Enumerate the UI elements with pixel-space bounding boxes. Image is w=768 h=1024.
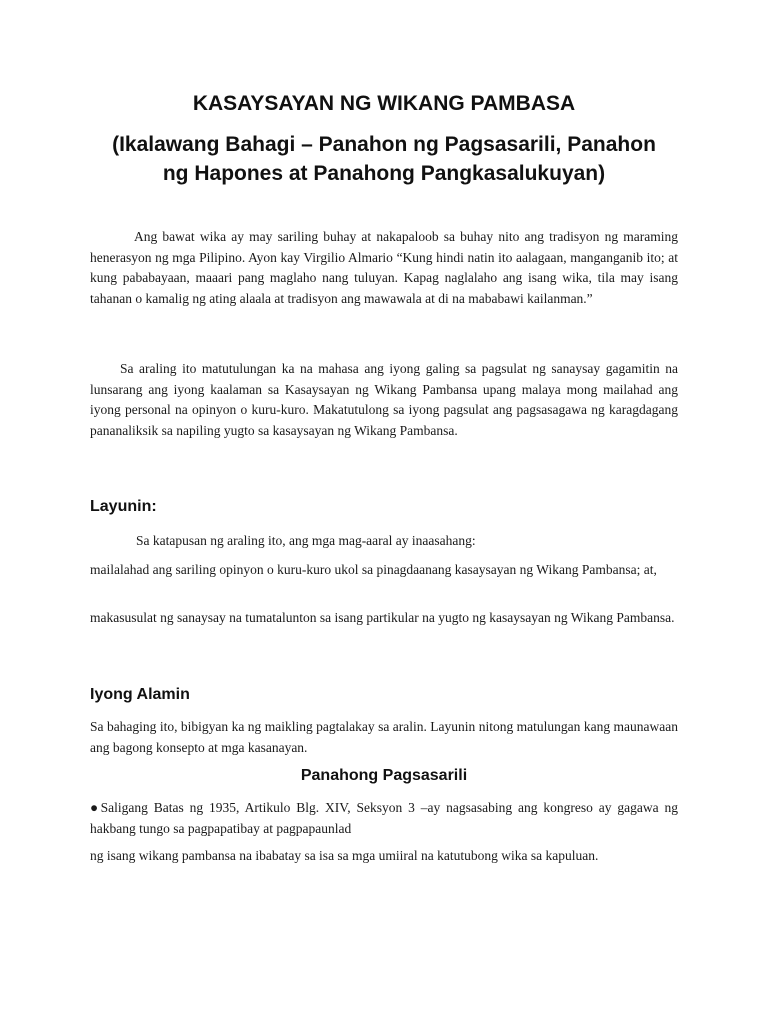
- layunin-lead: Sa katapusan ng araling ito, ang mga mag-aaral ay inaasahang:: [136, 533, 476, 548]
- saligang-batas-bullet: ●Saligang Batas ng 1935, Artikulo Blg. XIV, Seksyon 3 –ay nagsasabing ang kongreso ay gagawa ng hakbang tungo sa pagpapatibay at pagpapaunlad: [90, 800, 678, 836]
- intro-quote-paragraph: Ang bawat wika ay may sariling buhay at nakapaloob sa buhay nito ang tradisyon ng maraming henerasyon ng mga Pilipino. Ayon kay Virgilio Almario “Kung hindi natin ito aalagaan, manganganib ito; at kung pababayaan, maaari pang maglaho nang tuluyan. Kapag naglalaho ang isang wika, tila may isang tahanan o kamalig ng ating alaala at tradisyon ang mawawala at di na mababawi kailanman.”: [90, 229, 678, 306]
- layunin-item-1: mailalahad ang sariling opinyon o kuru-kuro ukol sa pinagdaanang kasaysayan ng Wikang Pambansa; at,: [90, 562, 657, 577]
- saligang-batas-continuation: ng isang wikang pambansa na ibabatay sa isa sa mga umiiral na katutubong wika sa kapuluan.: [90, 848, 599, 863]
- panahong-pagsasarili-heading: Panahong Pagsasarili: [300, 767, 468, 784]
- layunin-item-2: makasusulat ng sanaysay na tumatalunton sa isang partikular na yugto ng kasaysayan ng Wikang Pambansa.: [90, 610, 675, 625]
- document-title: KASAYSAYAN NG WIKANG PAMBASA: [192, 92, 576, 115]
- iyong-alamin-heading: Iyong Alamin: [90, 686, 190, 703]
- intro-paragraph: Sa araling ito matutulungan ka na mahasa ang iyong galing sa pagsulat ng sanaysay gagamitin na lunsarang ang iyong kaalaman sa Kasaysayan ng Wikang Pambansa upang malaya mong mailahad ang iyong personal na opinyon o kuru-kuro. Makatutulong sa iyong pagsulat ang pagsasagawa ng karagdagang pananaliksik sa napiling yugto sa kasaysayan ng Wikang Pambansa.: [90, 361, 678, 438]
- iyong-alamin-text: Sa bahaging ito, bibigyan ka ng maikling pagtalakay sa aralin. Layunin nitong matulungan kang maunawaan ang bagong konsepto at mga kasanayan.: [90, 719, 678, 755]
- document-subtitle: (Ikalawang Bahagi – Panahon ng Pagsasarili, Panahon ng Hapones at Panahong Pangkasalukuyan): [112, 133, 656, 185]
- layunin-heading: Layunin:: [90, 498, 157, 515]
